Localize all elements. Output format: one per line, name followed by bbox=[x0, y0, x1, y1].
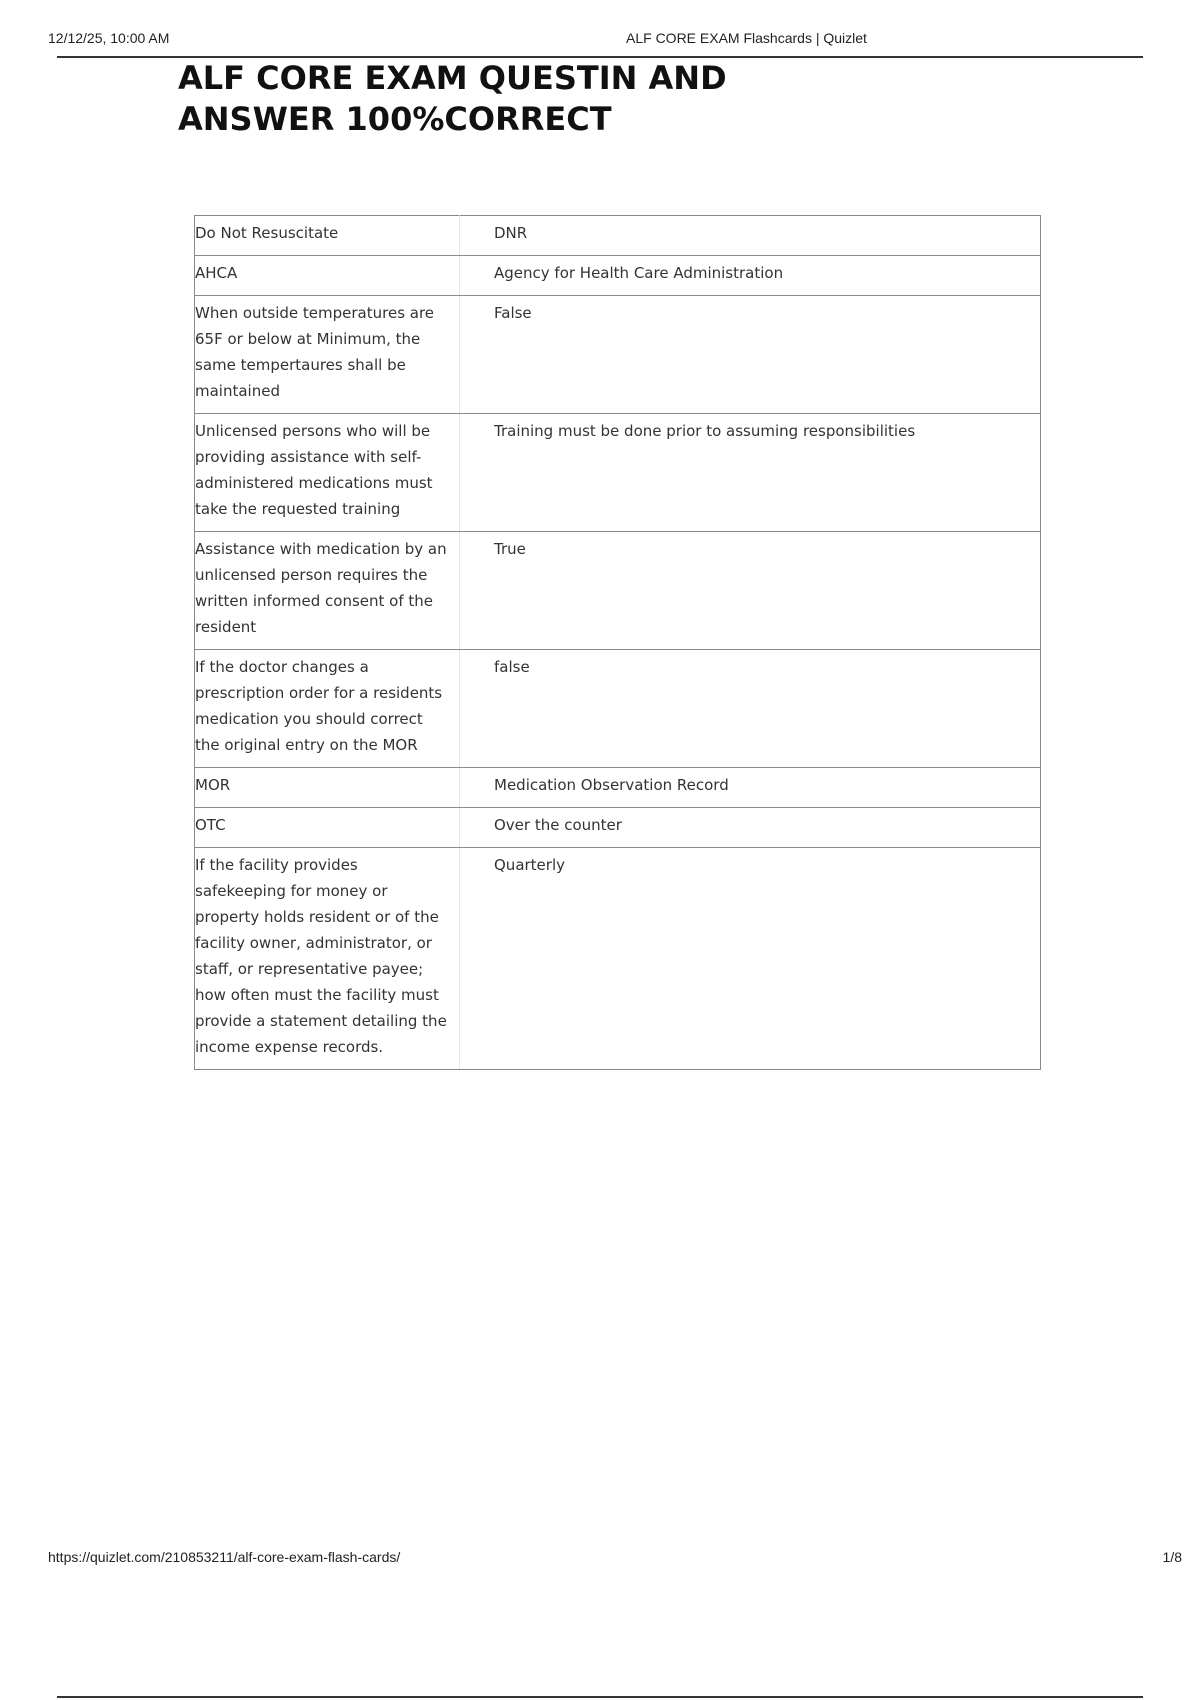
card-term: When outside temperatures are 65F or below at Minimum, the same tempertaures shall be maintained bbox=[195, 296, 460, 414]
card-definition: Over the counter bbox=[460, 808, 1041, 848]
card-definition: False bbox=[460, 296, 1041, 414]
table-row bbox=[195, 808, 1041, 848]
card-term: Assistance with medication by an unlicensed person requires the written informed consent of the resident bbox=[195, 532, 460, 650]
table-row bbox=[195, 256, 1041, 296]
print-datetime: 12/12/25, 10:00 AM bbox=[48, 30, 170, 46]
card-definition: Quarterly bbox=[460, 848, 1041, 1070]
table-row bbox=[195, 532, 1041, 650]
flashcard-table bbox=[194, 215, 1041, 1070]
card-definition: True bbox=[460, 532, 1041, 650]
table-row bbox=[195, 650, 1041, 768]
table-row bbox=[195, 216, 1041, 256]
card-definition: Agency for Health Care Administration bbox=[460, 256, 1041, 296]
card-definition: Training must be done prior to assuming responsibilities bbox=[460, 414, 1041, 532]
card-term: Unlicensed persons who will be providing assistance with self-administered medications must take the requested training bbox=[195, 414, 460, 532]
page-url: https://quizlet.com/210853211/alf-core-exam-flash-cards/ bbox=[48, 1549, 401, 1565]
print-header bbox=[48, 30, 1148, 50]
card-term: If the facility provides safekeeping for money or property holds resident or of the facility owner, administrator, or staff, or representative payee; how often must the facility must provide a statement detailing the income expense records. bbox=[195, 848, 460, 1070]
document-title: ALF CORE EXAM QUESTIN AND ANSWER 100%CORRECT bbox=[178, 59, 727, 138]
table-row bbox=[195, 848, 1041, 1070]
card-term: MOR bbox=[195, 768, 460, 808]
table-row bbox=[195, 296, 1041, 414]
print-page-title: ALF CORE EXAM Flashcards | Quizlet bbox=[626, 30, 867, 46]
card-term: If the doctor changes a prescription order for a residents medication you should correct the original entry on the MOR bbox=[195, 650, 460, 768]
table-row bbox=[195, 768, 1041, 808]
card-definition: Medication Observation Record bbox=[460, 768, 1041, 808]
page-number: 1/8 bbox=[1162, 1549, 1182, 1565]
footer-divider bbox=[57, 1696, 1143, 1698]
card-term: AHCA bbox=[195, 256, 460, 296]
table-row bbox=[195, 414, 1041, 532]
card-definition: DNR bbox=[460, 216, 1041, 256]
card-term: OTC bbox=[195, 808, 460, 848]
card-definition: false bbox=[460, 650, 1041, 768]
card-term: Do Not Resuscitate bbox=[195, 216, 460, 256]
